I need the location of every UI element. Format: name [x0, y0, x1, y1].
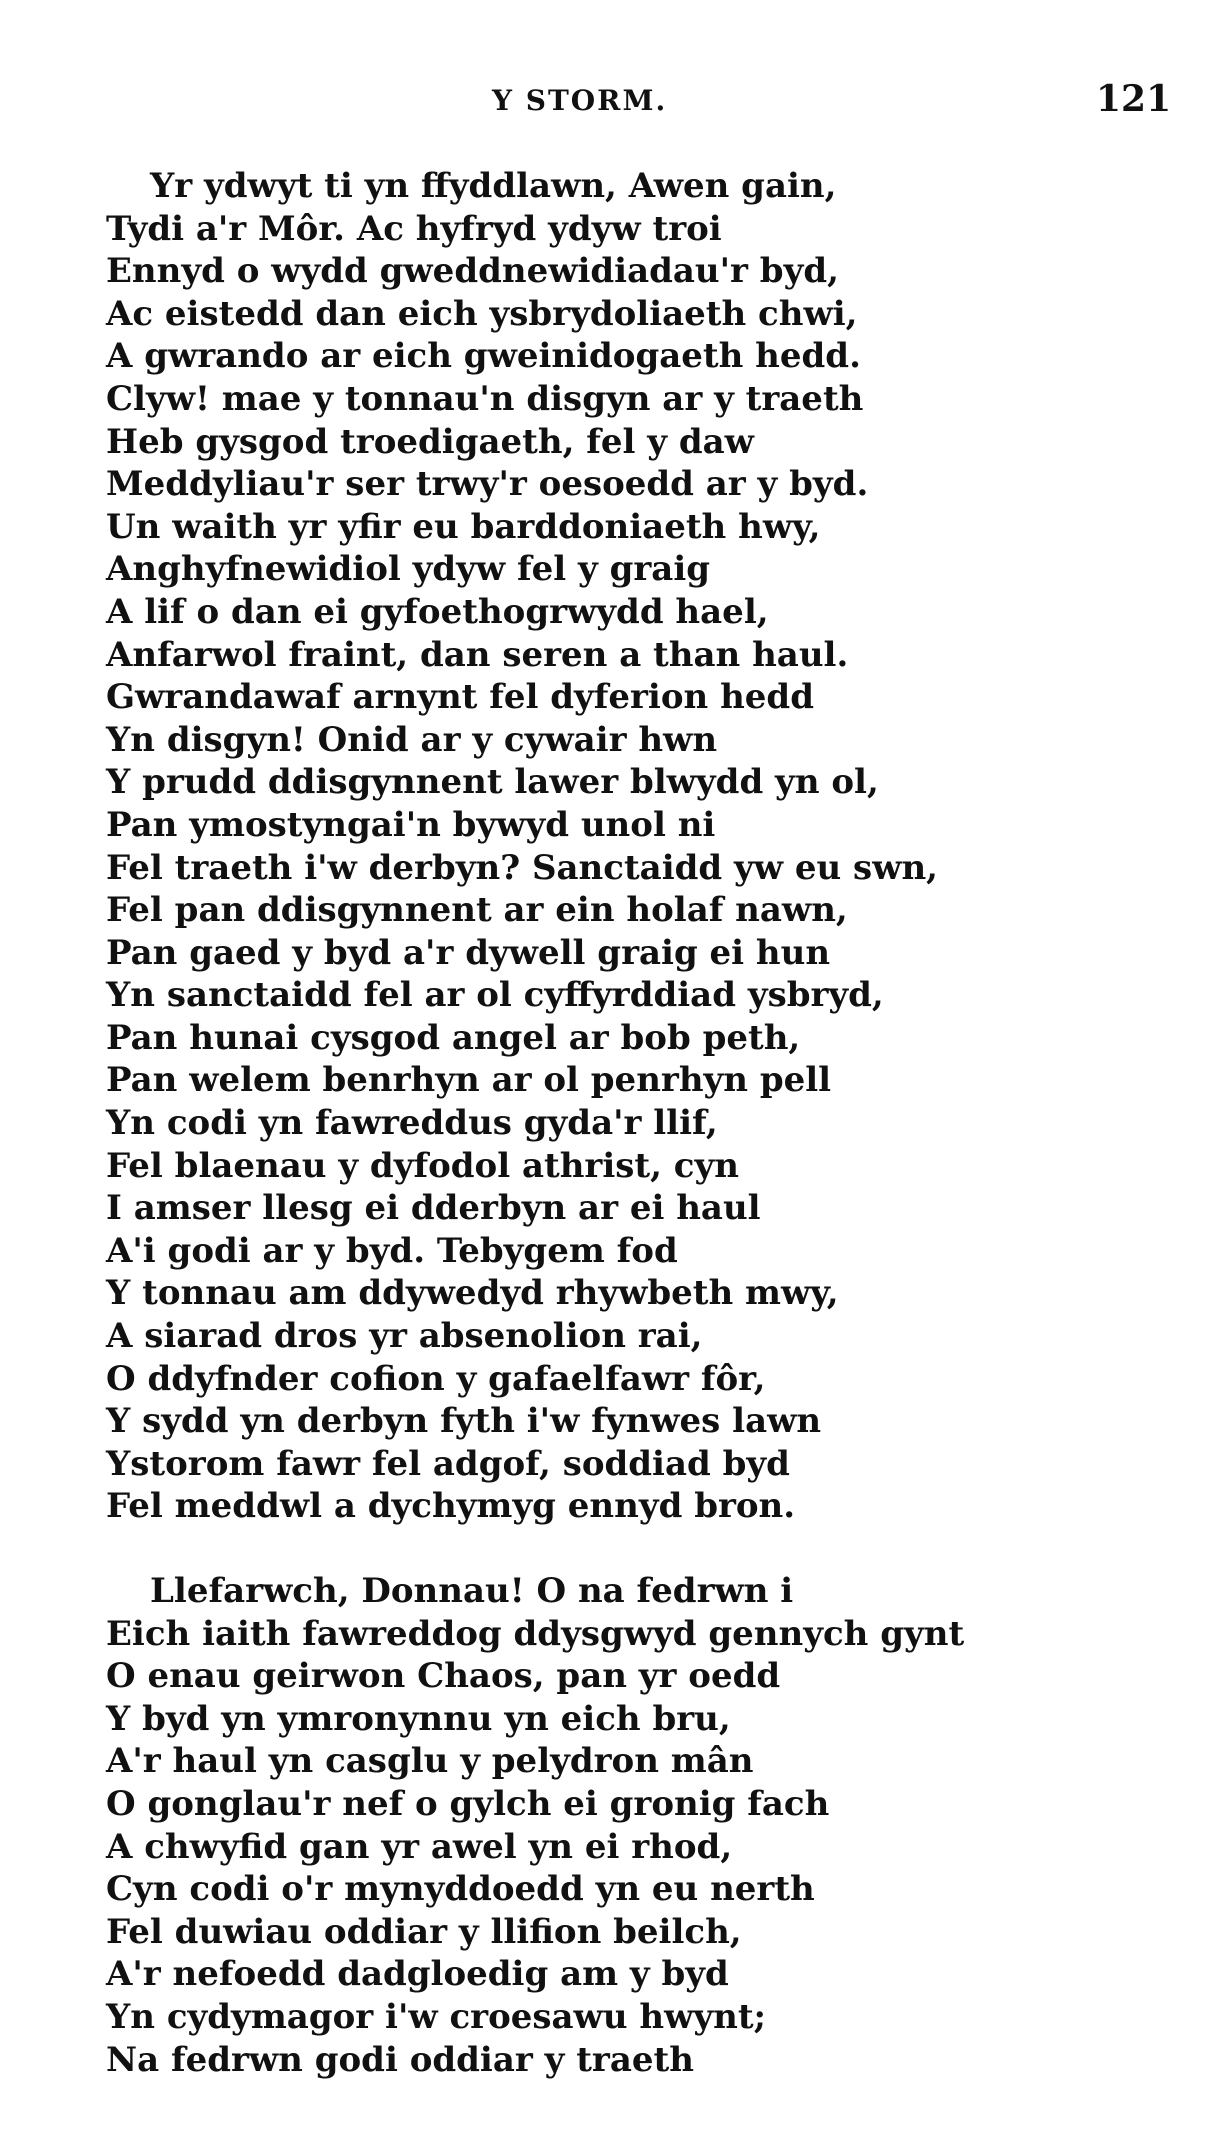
- page-header: [0, 78, 1206, 124]
- poem-line: Na fedrwn godi oddiar y traeth: [106, 2039, 694, 2080]
- poem-line: Un waith yr yfir eu barddoniaeth hwy,: [106, 506, 821, 547]
- poem-line: Fel duwiau oddiar y llifion beilch,: [106, 1911, 742, 1952]
- poem-line: Y tonnau am ddywedyd rhywbeth mwy,: [106, 1273, 839, 1314]
- poem-line: Cyn codi o'r mynyddoedd yn eu nerth: [106, 1869, 815, 1910]
- poem-line: Y byd yn ymronynnu yn eich bru,: [106, 1698, 731, 1739]
- poem-line: A'i godi ar y byd. Tebygem fod: [106, 1230, 678, 1271]
- stanza-2: [106, 1570, 1166, 2081]
- poem-line: Eich iaith fawreddog ddysgwyd gennych gynt: [106, 1613, 965, 1654]
- poem-line: Gwrandawaf arnynt fel dyferion hedd: [106, 677, 814, 718]
- poem-line: Pan ymostyngai'n bywyd unol ni: [106, 804, 716, 845]
- poem-line: A chwyfid gan yr awel yn ei rhod,: [106, 1826, 733, 1867]
- poem-line: I amser llesg ei dderbyn ar ei haul: [106, 1188, 761, 1229]
- poem-line: Ac eistedd dan eich ysbrydoliaeth chwi,: [106, 293, 858, 334]
- poem-line: A gwrando ar eich gweinidogaeth hedd.: [106, 336, 861, 377]
- poem-line: Fel traeth i'w derbyn? Sanctaidd yw eu swn,: [106, 847, 939, 888]
- poem-line: A'r haul yn casglu y pelydron mân: [106, 1741, 754, 1782]
- poem-line: Pan hunai cysgod angel ar bob peth,: [106, 1017, 801, 1058]
- poem-line: Llefarwch, Donnau! O na fedrwn i: [150, 1571, 794, 1611]
- poem-line: Y sydd yn derbyn fyth i'w fynwes lawn: [106, 1401, 822, 1442]
- poem-line: O enau geirwon Chaos, pan yr oedd: [106, 1656, 781, 1697]
- poem-line: Y prudd ddisgynnent lawer blwydd yn ol,: [106, 762, 879, 803]
- running-head: Y STORM.: [492, 84, 668, 117]
- poem-line: Yn disgyn! Onid ar y cywair hwn: [106, 719, 718, 760]
- poem-line: Fel pan ddisgynnent ar ein holaf nawn,: [106, 890, 848, 931]
- poem-line: Fel blaenau y dyfodol athrist, cyn: [106, 1145, 739, 1186]
- poem-line: A siarad dros yr absenolion rai,: [106, 1316, 703, 1357]
- stanza-1: [106, 165, 1166, 1528]
- poem-line: O ddyfnder cofion y gafaelfawr fôr,: [106, 1358, 766, 1399]
- poem-line: Ennyd o wydd gweddnewidiadau'r byd,: [106, 251, 839, 292]
- poem-line: Tydi a'r Môr. Ac hyfryd ydyw troi: [106, 208, 722, 249]
- poem-line: Yn codi yn fawreddus gyda'r llif,: [106, 1103, 718, 1144]
- poem-line: Yn sanctaidd fel ar ol cyffyrddiad ysbryd,: [106, 975, 884, 1016]
- page-number: 121: [1096, 78, 1172, 120]
- poem-line: Pan gaed y byd a'r dywell graig ei hun: [106, 932, 831, 973]
- poem-line: Clyw! mae y tonnau'n disgyn ar y traeth: [106, 378, 864, 419]
- poem-line: O gonglau'r nef o gylch ei gronig fach: [106, 1783, 830, 1824]
- poem-line: Anfarwol fraint, dan seren a than haul.: [106, 634, 849, 675]
- poem-line: A'r nefoedd dadgloedig am y byd: [106, 1954, 729, 1995]
- poem-line: Yn cydymagor i'w croesawu hwynt;: [106, 1996, 767, 2037]
- poem-line: Pan welem benrhyn ar ol penrhyn pell: [106, 1060, 832, 1101]
- poem-line: Fel meddwl a dychymyg ennyd bron.: [106, 1486, 796, 1527]
- poem-line: Heb gysgod troedigaeth, fel y daw: [106, 421, 754, 462]
- poem-line: A lif o dan ei gyfoethogrwydd hael,: [106, 591, 769, 632]
- poem-line: Meddyliau'r ser trwy'r oesoedd ar y byd.: [106, 464, 869, 505]
- poem-line: Ystorom fawr fel adgof, soddiad byd: [106, 1443, 790, 1484]
- poem-line: Anghyfnewidiol ydyw fel y graig: [106, 549, 711, 590]
- poem-line: Yr ydwyt ti yn ffyddlawn, Awen gain,: [150, 166, 837, 206]
